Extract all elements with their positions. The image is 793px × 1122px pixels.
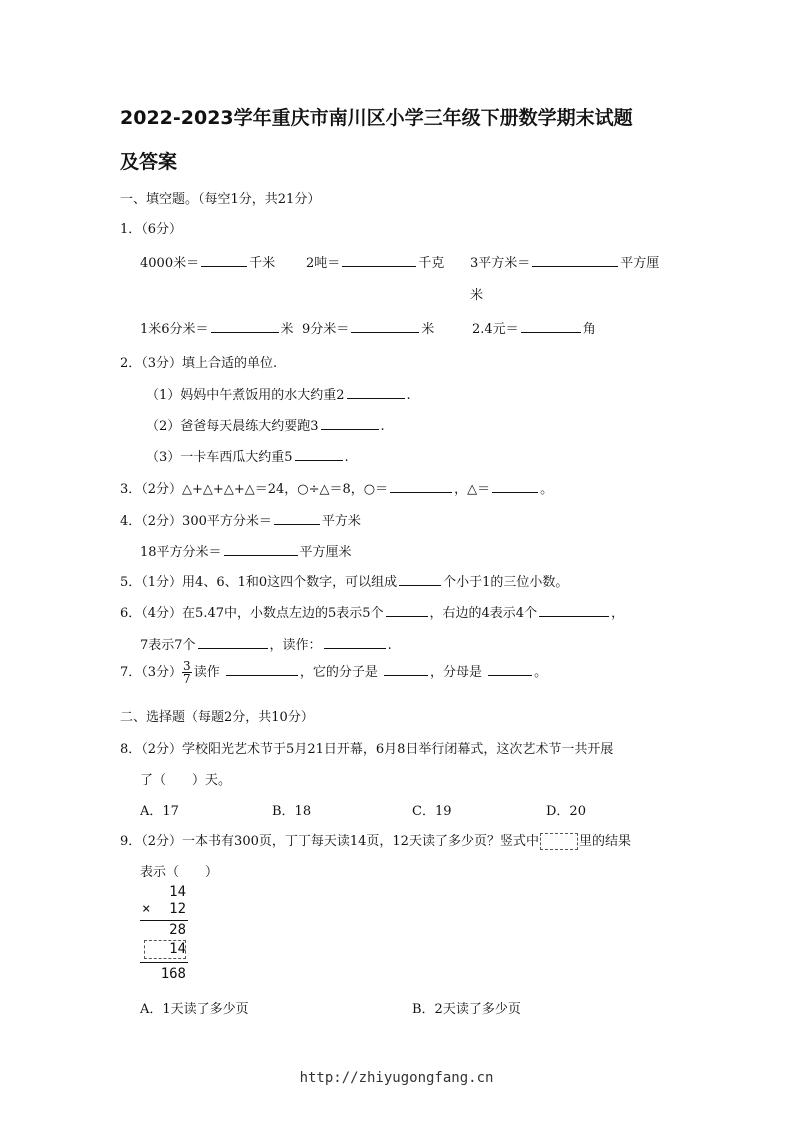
answer-blank[interactable] (198, 635, 268, 649)
answer-blank[interactable] (532, 253, 618, 267)
q8-option-a[interactable]: A．17 (140, 804, 179, 819)
q8-line1: 8．（2分）学校阳光艺术节于5月21日开幕，6月8日举行闭幕式，这次艺术节一共开展 (120, 742, 614, 757)
q9-line1: 9．（2分）一本书有300页，丁丁每天读14页，12天读了多少页？竖式中 里的结果 (120, 834, 631, 849)
q5: 5．（1分）用4、6、1和0这四个数字，可以组成 个小于1的三位小数。 (120, 571, 568, 590)
answer-blank[interactable] (224, 542, 298, 556)
answer-blank[interactable] (386, 603, 428, 617)
q1-item-e: 9分米＝ 米 (302, 318, 434, 337)
q1-item-f: 2.4元＝ 角 (472, 318, 596, 337)
calc-result: 168 (160, 966, 186, 982)
page-title: 2022-2023学年重庆市南川区小学三年级下册数学期末试题 (120, 107, 633, 129)
answer-blank[interactable] (226, 662, 298, 676)
q1-item-c: 3平方米＝ 平方厘 (470, 252, 659, 271)
q3: 3．（2分）△+△+△+△＝24，○÷△＝8，○＝ ，△＝ 。 (120, 478, 553, 497)
fraction: $\frac{3}{7}$ (183, 659, 191, 686)
answer-blank[interactable] (274, 511, 320, 525)
calc-partial-1: 28 (169, 922, 186, 938)
dotted-box-icon (540, 833, 578, 850)
q1-item-a: 4000米＝ 千米 (140, 252, 275, 271)
q9-option-a[interactable]: A．1天读了多少页 (140, 1002, 249, 1017)
page-title-cont: 及答案 (120, 151, 178, 173)
q9-option-b[interactable]: B．2天读了多少页 (412, 1002, 521, 1017)
answer-blank[interactable] (295, 447, 343, 461)
q1-item-b: 2吨＝ 千克 (306, 252, 444, 271)
q4-line1: 4．（2分）300平方分米＝ 平方米 (120, 510, 361, 529)
q2-sub-1: （1）妈妈中午煮饭用的水大约重2 . (146, 384, 411, 403)
answer-blank[interactable] (399, 572, 441, 586)
q6-line1: 6．（4分）在5.47中，小数点左边的5表示5个 ，右边的4表示4个 ， (120, 602, 624, 621)
answer-blank[interactable] (492, 479, 538, 493)
q6-line2: 7表示7个 ，读作： . (140, 634, 392, 653)
answer-blank[interactable] (201, 253, 247, 267)
calc-multiplier: 12 (169, 901, 186, 917)
answer-blank[interactable] (521, 319, 581, 333)
answer-blank[interactable] (342, 253, 416, 267)
multiply-sign: × (142, 901, 151, 917)
answer-blank[interactable] (384, 662, 428, 676)
section-heading-fill: 一、填空题。（每空1分，共21分） (120, 192, 321, 207)
q8-option-d[interactable]: D．20 (546, 804, 586, 819)
q4-line2: 18平方分米＝ 平方厘米 (140, 541, 352, 560)
q9-line2: 表示（ ） (140, 865, 219, 880)
calc-divider (140, 920, 188, 921)
calc-divider (140, 962, 188, 963)
q1-heading: 1．（6分） (120, 222, 183, 237)
q7: 7．（3分） $\frac{3}{7}$ 读作 ，它的分子是 ，分母是 。 (120, 659, 548, 686)
footer-url[interactable]: http://zhiyugongfang.cn (299, 1070, 494, 1086)
section-heading-choice: 二、选择题（每题2分，共10分） (120, 710, 314, 725)
q8-option-b[interactable]: B．18 (272, 804, 312, 819)
answer-blank[interactable] (390, 479, 452, 493)
q1-item-d: 1米6分米＝ 米 (140, 318, 294, 337)
answer-blank[interactable] (351, 319, 419, 333)
q1-item-c-wrap: 米 (470, 288, 484, 303)
calc-multiplicand: 14 (169, 884, 186, 900)
q2-sub-2: （2）爸爸每天晨练大约要跑3 . (146, 415, 385, 434)
answer-blank[interactable] (539, 603, 609, 617)
answer-blank[interactable] (324, 635, 386, 649)
answer-blank[interactable] (321, 416, 379, 430)
q2-sub-3: （3）一卡车西瓜大约重5 . (146, 446, 349, 465)
answer-blank[interactable] (488, 662, 532, 676)
answer-blank[interactable] (347, 385, 405, 399)
answer-blank[interactable] (211, 319, 279, 333)
q8-line2: 了（ ）天。 (140, 773, 232, 788)
calc-partial-2: 14 (169, 941, 186, 957)
q8-option-c[interactable]: C．19 (412, 804, 452, 819)
q2-heading: 2．（3分）填上合适的单位. (120, 356, 278, 371)
